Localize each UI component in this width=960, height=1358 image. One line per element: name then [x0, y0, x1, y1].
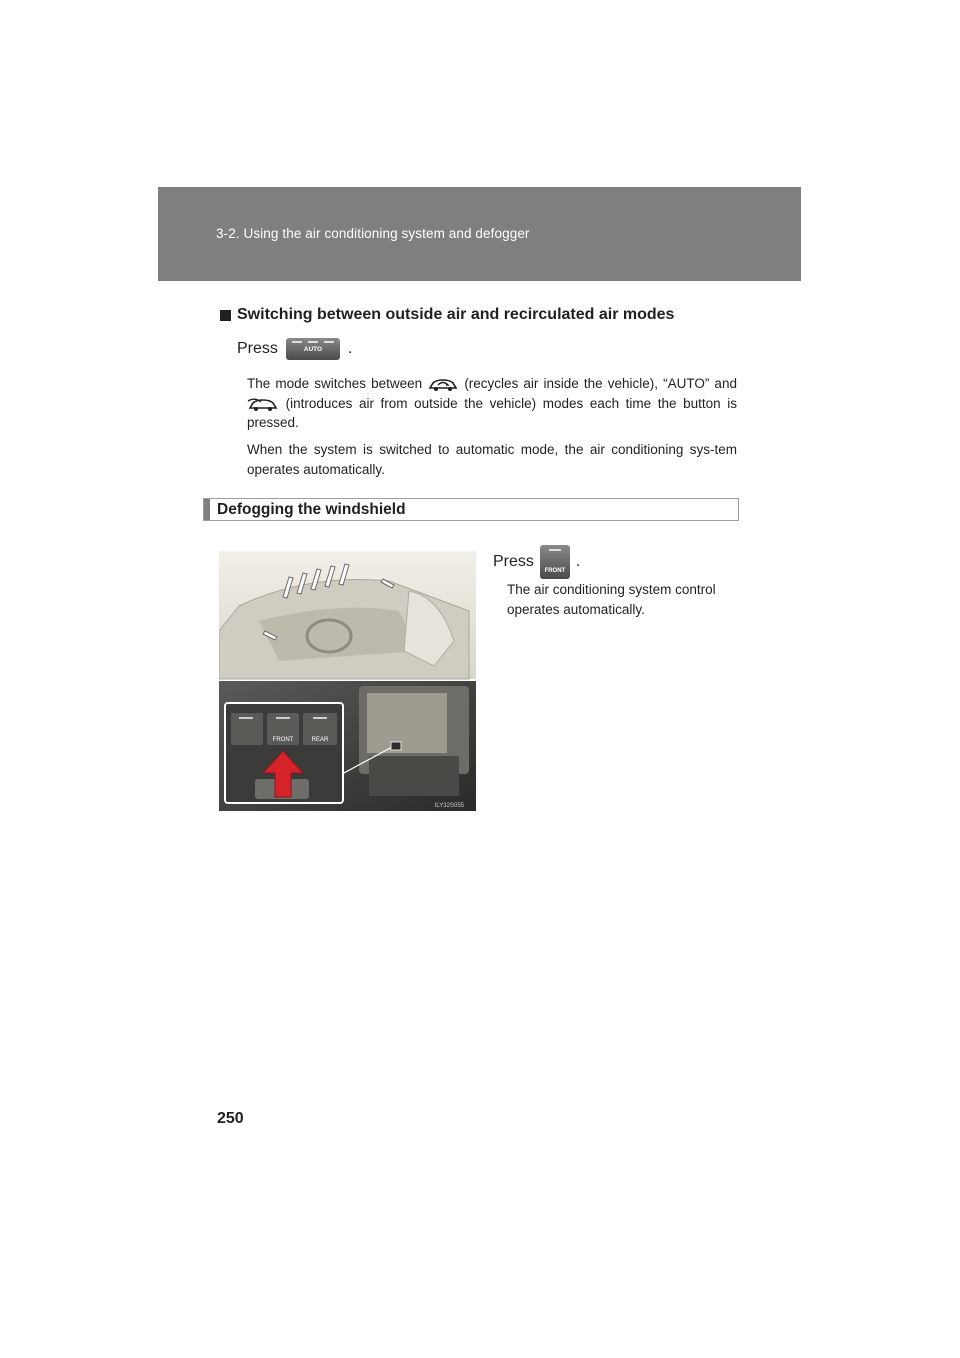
section-title: Defogging the windshield	[217, 501, 406, 518]
press-label: Press	[237, 340, 278, 357]
header-band	[158, 187, 801, 281]
subsection-heading-text: Switching between outside air and recirculated air modes	[237, 306, 675, 323]
rear-button-label-illus: REAR	[311, 737, 329, 743]
mode-text-2: (recycles air inside the vehicle), “AUTO” and	[464, 376, 737, 391]
mode-switch-description	[247, 374, 737, 433]
square-bullet-icon	[220, 310, 231, 321]
mode-text-3: (introduces air from outside the vehicle) modes each time the button is pressed.	[247, 395, 737, 430]
air-mode-auto-button-icon	[286, 338, 340, 360]
auto-mode-note: When the system is switched to automatic mode, the air conditioning sys-tem operates automatically.	[247, 442, 737, 477]
press-instruction-front	[493, 545, 580, 579]
press-suffix-front: .	[575, 553, 581, 570]
recirculate-air-icon	[427, 376, 459, 392]
front-button-label: FRONT	[544, 568, 566, 574]
front-defroster-button-icon	[540, 545, 570, 579]
defog-description: The air conditioning system control operates automatically.	[507, 582, 716, 617]
press-suffix: .	[347, 340, 353, 357]
section-accent-bar	[204, 499, 210, 520]
mode-text-1: The mode switches between	[247, 376, 423, 391]
outside-air-icon	[247, 396, 279, 412]
windshield-defog-illustration	[219, 551, 476, 811]
page-number: 250	[217, 1110, 244, 1127]
front-button-label-illus: FRONT	[272, 737, 294, 743]
press-label-front: Press	[493, 553, 534, 570]
breadcrumb: 3-2. Using the air conditioning system and defogger	[216, 226, 530, 241]
subsection-heading	[220, 306, 674, 324]
image-code: ILY32S055	[434, 803, 464, 809]
auto-button-label: AUTO	[303, 346, 323, 353]
section-heading-box	[203, 498, 739, 521]
press-instruction-air	[237, 338, 352, 360]
